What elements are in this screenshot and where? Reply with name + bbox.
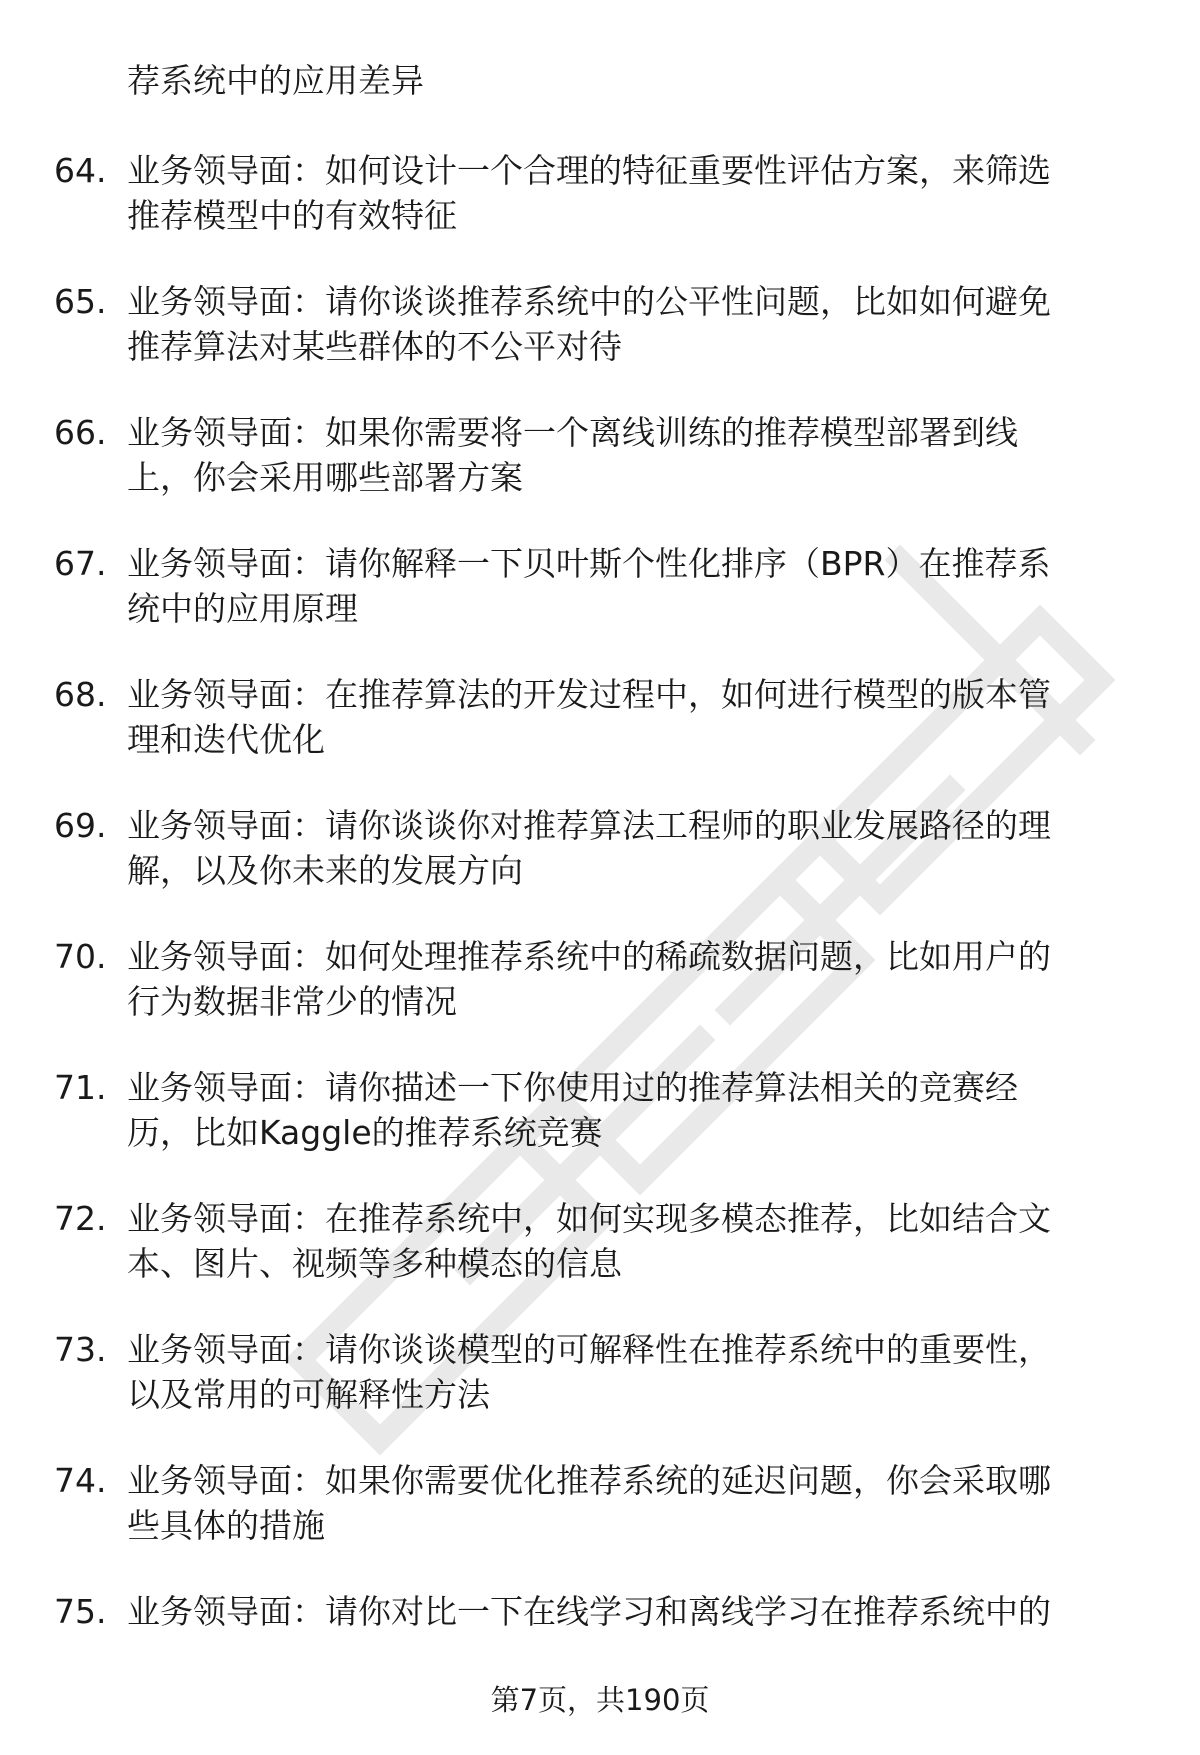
question-text-line: 行为数据非常少的情况 [127,982,457,1021]
question-text [127,541,1147,631]
question-item [0,803,1200,934]
question-text-line: 业务领导面：请你描述一下你使用过的推荐算法相关的竞赛经 [127,1068,1018,1107]
question-text-line: 业务领导面：请你对比一下在线学习和离线学习在推荐系统中的 [127,1592,1051,1631]
question-number: 75. [54,1592,107,1631]
question-number: 64. [54,151,107,190]
question-number: 73. [54,1330,107,1369]
question-text-line: 些具体的措施 [127,1506,325,1545]
question-text [127,672,1147,762]
question-text [127,1458,1147,1548]
question-number: 69. [54,806,107,845]
question-text-line: 业务领导面：如何设计一个合理的特征重要性评估方案，来筛选 [127,151,1051,190]
previous-question-continuation: 荐系统中的应用差异 [127,61,424,100]
question-text-line: 推荐模型中的有效特征 [127,196,457,235]
question-text [127,1196,1147,1286]
question-text-line: 业务领导面：如何处理推荐系统中的稀疏数据问题，比如用户的 [127,937,1051,976]
question-item [0,541,1200,672]
question-item [0,410,1200,541]
question-text-line: 业务领导面：如果你需要优化推荐系统的延迟问题，你会采取哪 [127,1461,1051,1500]
question-text [127,148,1147,238]
question-text-line: 统中的应用原理 [127,589,358,628]
question-text-line: 业务领导面：请你谈谈推荐系统中的公平性问题，比如如何避免 [127,282,1051,321]
question-text-line: 业务领导面：请你谈谈模型的可解释性在推荐系统中的重要性， [127,1330,1051,1369]
question-text-line: 业务领导面：在推荐系统中，如何实现多模态推荐，比如结合文 [127,1199,1051,1238]
question-text-line: 解，以及你未来的发展方向 [127,851,523,890]
question-text [127,279,1147,369]
question-item [0,934,1200,1065]
question-text [127,934,1147,1024]
question-text [127,1327,1147,1417]
question-text-line: 业务领导面：在推荐算法的开发过程中，如何进行模型的版本管 [127,675,1051,714]
question-number: 68. [54,675,107,714]
question-text-line: 业务领导面：请你解释一下贝叶斯个性化排序（BPR）在推荐系 [127,544,1051,583]
question-text [127,1589,1147,1634]
question-number: 65. [54,282,107,321]
question-text-line: 上，你会采用哪些部署方案 [127,458,523,497]
question-text-line: 业务领导面：如果你需要将一个离线训练的推荐模型部署到线 [127,413,1018,452]
question-item [0,148,1200,279]
question-item [0,1196,1200,1327]
question-text-line: 理和迭代优化 [127,720,325,759]
question-number: 67. [54,544,107,583]
question-text-line: 以及常用的可解释性方法 [127,1375,490,1414]
question-text-line: 业务领导面：请你谈谈你对推荐算法工程师的职业发展路径的理 [127,806,1051,845]
question-text [127,410,1147,500]
question-number: 71. [54,1068,107,1107]
question-number: 66. [54,413,107,452]
question-item [0,1065,1200,1196]
question-item [0,1327,1200,1458]
question-list [0,148,1200,1720]
question-text [127,1065,1147,1155]
question-text-line: 本、图片、视频等多种模态的信息 [127,1244,622,1283]
question-text-line: 推荐算法对某些群体的不公平对待 [127,327,622,366]
question-item [0,1458,1200,1589]
question-number: 70. [54,937,107,976]
question-text-line: 历，比如Kaggle的推荐系统竞赛 [127,1113,603,1152]
question-number: 72. [54,1199,107,1238]
page-footer: 第7页，共190页 [490,1683,710,1717]
question-item [0,672,1200,803]
question-item [0,279,1200,410]
question-text [127,803,1147,893]
question-number: 74. [54,1461,107,1500]
